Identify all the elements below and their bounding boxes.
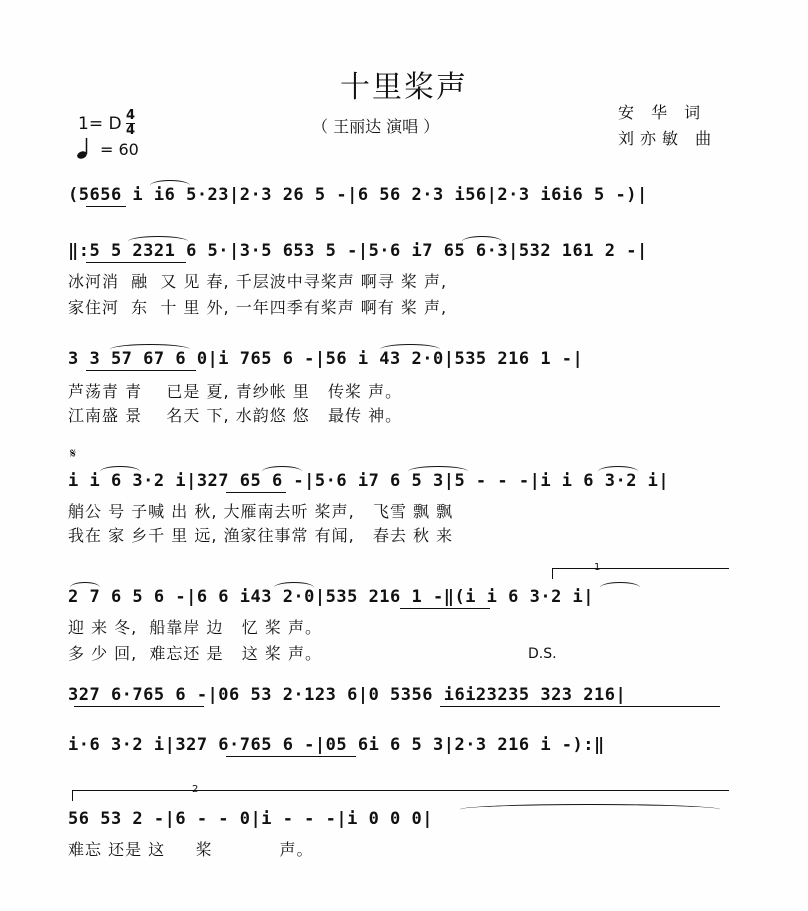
music-line-7: i·6 3·2 i|327 6·765 6 -|05 6i 6 5 3|2·3 216 i -):‖	[68, 735, 605, 755]
lyrics-line-7: 迎 来 冬, 船靠岸 边 忆 桨 声。	[68, 618, 322, 637]
beam-underline	[440, 706, 720, 707]
slur	[110, 344, 190, 355]
beam-underline	[226, 492, 286, 493]
time-signature	[126, 110, 135, 137]
slur	[600, 582, 640, 593]
beam-underline	[400, 608, 490, 609]
lyrics-line-9: 难忘 还是 这 桨 声。	[68, 840, 314, 859]
beam-underline	[226, 756, 356, 757]
lyricist-credit: 安 华 词	[618, 103, 707, 122]
lyrics-line-6: 我在 家 乡千 里 远, 渔家往事常 有闻, 春去 秋 来	[68, 526, 454, 545]
slur	[598, 466, 638, 477]
beam-underline	[86, 206, 126, 207]
lyrics-line-1: 冰河消 融 又 见 春, 千层波中寻桨声 啊寻 桨 声,	[68, 272, 448, 291]
slur	[460, 804, 720, 815]
slur	[462, 236, 502, 247]
volta-bracket-1	[552, 568, 729, 579]
segno-icon: 𝄋	[70, 446, 77, 462]
music-line-1: (5656 i i6 5·23|2·3 26 5 -|6 56 2·3 i56|2·3 i6i6 5 -)|	[68, 185, 648, 205]
key-signature: 1= D	[78, 114, 122, 134]
time-signature-bottom: 4	[126, 123, 136, 138]
composer-credit: 刘亦敏 曲	[618, 129, 718, 148]
music-line-6: 327 6·765 6 -|06 53 2·123 6|0 5356 i6i23235 323 216|	[68, 685, 627, 705]
music-line-2: ‖:5 5 2321 6 5·|3·5 653 5 -|5·6 i7 65 6·3|532 161 2 -|	[68, 241, 648, 261]
ds-marking: D.S.	[528, 646, 557, 662]
beam-underline	[74, 706, 204, 707]
slur	[408, 466, 468, 477]
slur	[380, 344, 440, 355]
lyrics-line-4: 江南盛 景 名天 下, 水韵悠 悠 最传 神。	[68, 406, 403, 425]
beam-underline	[86, 370, 196, 371]
slur	[100, 466, 140, 477]
slur	[262, 466, 302, 477]
slur	[274, 582, 314, 593]
lyrics-line-8: 多 少 回, 难忘还 是 这 桨 声。	[68, 644, 322, 663]
beam-underline	[86, 262, 186, 263]
slur	[128, 236, 188, 247]
song-title: 十里桨声	[340, 70, 468, 105]
music-line-4: i i 6 3·2 i|327 65 6 -|5·6 i7 6 5 3|5 - - -|i i 6 3·2 i|	[68, 471, 670, 491]
music-line-3: 3 3 57 67 6 0|i 765 6 -|56 i 43 2·0|535 216 1 -|	[68, 349, 584, 369]
volta-bracket-2	[72, 790, 729, 801]
slur	[150, 180, 190, 191]
lyrics-line-5: 艄公 号 子喊 出 秋, 大雁南去听 桨声, 飞雪 飘 飘	[68, 502, 454, 521]
volta-number-2: 2	[192, 784, 199, 795]
lyrics-line-2: 家住河 东 十 里 外, 一年四季有桨声 啊有 桨 声,	[68, 298, 448, 317]
quarter-note-icon	[76, 136, 94, 160]
music-line-8: 56 53 2 -|6 - - 0|i - - -|i 0 0 0|	[68, 809, 433, 829]
tempo-marking: = 60	[100, 140, 139, 159]
lyrics-line-3: 芦荡青 青 已是 夏, 青纱帐 里 传桨 声。	[68, 382, 403, 401]
volta-number-1: 1	[594, 562, 601, 573]
music-line-5: 2 7 6 5 6 -|6 6 i43 2·0|535 216 1 -‖(i i 6 3·2 i|	[68, 587, 595, 607]
time-signature-top: 4	[126, 108, 136, 123]
performer-subtitle: （ 王丽达 演唱 ）	[312, 117, 440, 136]
slur	[70, 582, 100, 593]
